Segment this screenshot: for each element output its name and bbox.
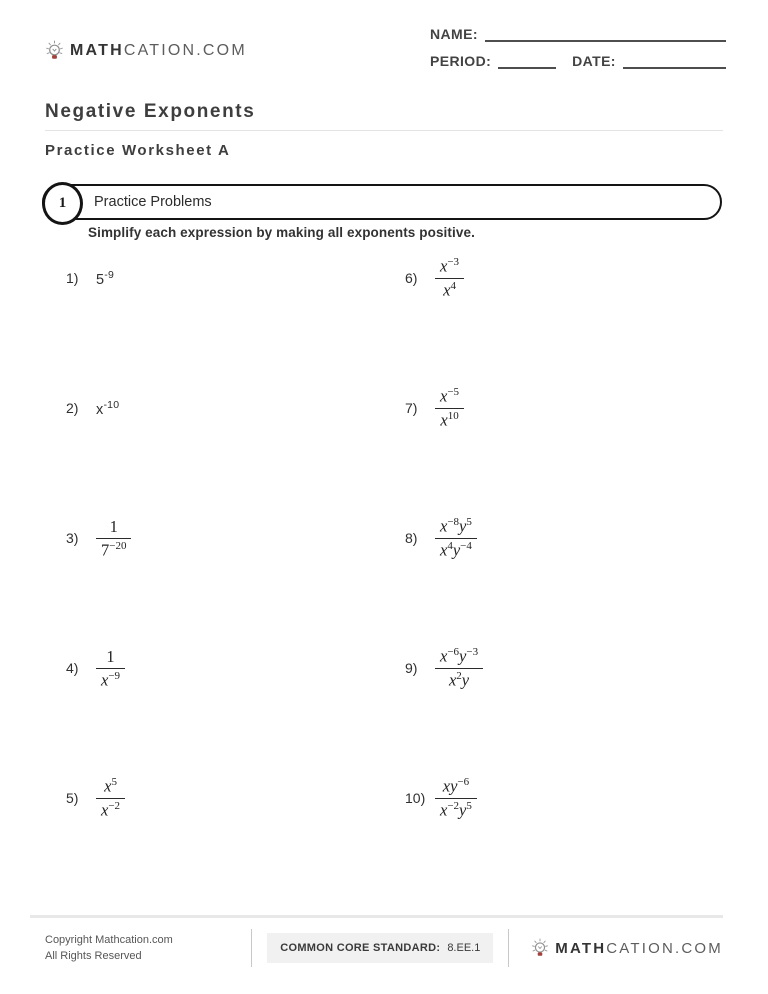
fraction-bar (96, 798, 125, 799)
problem-number: 10) (405, 790, 426, 806)
period-date-row (430, 53, 726, 69)
copyright-line1: Copyright Mathcation.com (45, 933, 173, 946)
problem-expression (435, 777, 477, 818)
fraction-numerator: $xy^{-6}$ (442, 776, 470, 796)
footer-brand-name-bold: MATH (555, 939, 607, 957)
exponent: 4 (450, 279, 456, 292)
exponent: −8 (447, 516, 460, 529)
exponent: −2 (108, 799, 121, 812)
problem-item (45, 633, 384, 763)
fraction-denominator: $x^4$ (443, 279, 456, 300)
instruction-text: Simplify each expression by making all exponents positive. (88, 225, 475, 240)
period-line[interactable] (498, 54, 556, 69)
problem-number: 6) (405, 270, 418, 286)
problem-item (384, 243, 723, 373)
problem-number: 9) (405, 660, 418, 676)
copyright-line2: All Rights Reserved (45, 950, 142, 962)
problem-number: 4) (66, 660, 79, 676)
fraction-denominator: $7^{-20}$ (101, 539, 127, 559)
problem-expression (96, 518, 131, 559)
footer (45, 929, 723, 967)
footer-brand-logo (531, 938, 723, 958)
period-label: PERIOD: (430, 53, 492, 69)
section-header (42, 184, 722, 220)
fraction-numerator: $x^{-3}$ (440, 256, 460, 276)
lightbulb-icon (531, 938, 549, 958)
brand-logo (45, 40, 247, 61)
problem-expression (96, 648, 125, 689)
footer-brand-name (555, 940, 723, 957)
fraction-numerator: $x^5$ (104, 776, 117, 796)
problem-expression (435, 517, 477, 558)
footer-divider-left (251, 929, 252, 967)
problem-expression: $5^{-9}$ (96, 268, 115, 288)
exponent: −2 (447, 799, 460, 812)
problem-item (384, 763, 723, 893)
fraction-denominator: $x^{-2}$ (101, 799, 121, 820)
problem-number: 5) (66, 790, 79, 806)
fraction-denominator: $x^2y$ (448, 669, 470, 690)
problem-expression: $x^{-10}$ (96, 398, 120, 418)
footer-divider (30, 915, 723, 918)
exponent: −6 (447, 646, 460, 659)
exponent: 2 (456, 669, 462, 682)
brand-name-bold: MATH (70, 41, 124, 59)
problem-item (45, 243, 384, 373)
title-divider (45, 130, 723, 131)
fraction-denominator: $x^{-2}y^5$ (440, 799, 472, 820)
exponent: -9 (104, 268, 115, 281)
exponent: −6 (457, 776, 470, 789)
fraction-denominator: $x^{-9}$ (101, 669, 121, 689)
page-title: Negative Exponents (45, 101, 256, 122)
fraction-bar (96, 538, 131, 539)
problem-item (384, 503, 723, 633)
problem-item (45, 373, 384, 503)
exponent: −9 (108, 669, 121, 682)
problems-grid (45, 243, 723, 893)
footer-brand-name-light: CATION.COM (606, 939, 723, 957)
exponent: −3 (447, 256, 460, 269)
exponent: 10 (447, 409, 459, 422)
problem-number: 1) (66, 270, 79, 286)
fraction-numerator: $x^{-6}y^{-3}$ (440, 646, 479, 666)
header (45, 26, 726, 80)
exponent: −3 (466, 646, 479, 659)
footer-divider-right (508, 929, 509, 967)
fraction-denominator: $x^4y^{-4}$ (440, 539, 472, 560)
fraction-numerator: $x^{-8}y^5$ (440, 516, 472, 536)
problem-number: 7) (405, 400, 418, 416)
date-line[interactable] (623, 54, 726, 69)
exponent: 5 (466, 516, 472, 529)
problem-item (45, 503, 384, 633)
name-field-row (430, 26, 726, 42)
brand-name-light: CATION.COM (123, 41, 247, 59)
problem-expression (96, 777, 125, 818)
exponent: 5 (111, 776, 117, 789)
standard-label: COMMON CORE STANDARD: (280, 942, 441, 954)
fraction-bar (435, 408, 464, 409)
problem-item (384, 633, 723, 763)
fraction-bar (435, 798, 477, 799)
section-title: Practice Problems (94, 194, 212, 210)
exponent: 4 (447, 539, 453, 552)
problem-item (45, 763, 384, 893)
problem-expression (435, 387, 464, 428)
problem-number: 8) (405, 530, 418, 546)
fraction-numerator: 1 (109, 516, 118, 536)
exponent: −5 (447, 386, 460, 399)
exponent: 5 (466, 799, 472, 812)
name-line[interactable] (485, 27, 726, 42)
problem-expression (435, 257, 464, 298)
brand-name (70, 42, 247, 60)
problem-number: 2) (66, 400, 79, 416)
standard-value: 8.EE.1 (447, 942, 481, 954)
fraction-denominator: $x^{10}$ (440, 409, 459, 430)
common-core-standard-badge (267, 933, 493, 963)
exponent: −20 (109, 539, 127, 552)
fraction-numerator: $x^{-5}$ (440, 386, 460, 406)
worksheet-subtitle: Practice Worksheet A (45, 142, 231, 159)
problem-number: 3) (66, 530, 79, 546)
student-fields (430, 26, 726, 80)
fraction-numerator: 1 (106, 646, 115, 666)
fraction-bar (96, 668, 125, 669)
date-label: DATE: (572, 53, 616, 69)
exponent: -10 (103, 398, 120, 411)
exponent: −4 (460, 539, 472, 552)
fraction-bar (435, 278, 464, 279)
section-number-badge: 1 (42, 182, 83, 225)
name-label: NAME: (430, 26, 478, 42)
lightbulb-icon (45, 40, 64, 61)
copyright-text (45, 932, 251, 965)
fraction-bar (435, 538, 477, 539)
problem-item (384, 373, 723, 503)
problem-expression (435, 647, 483, 688)
fraction-bar (435, 668, 483, 669)
